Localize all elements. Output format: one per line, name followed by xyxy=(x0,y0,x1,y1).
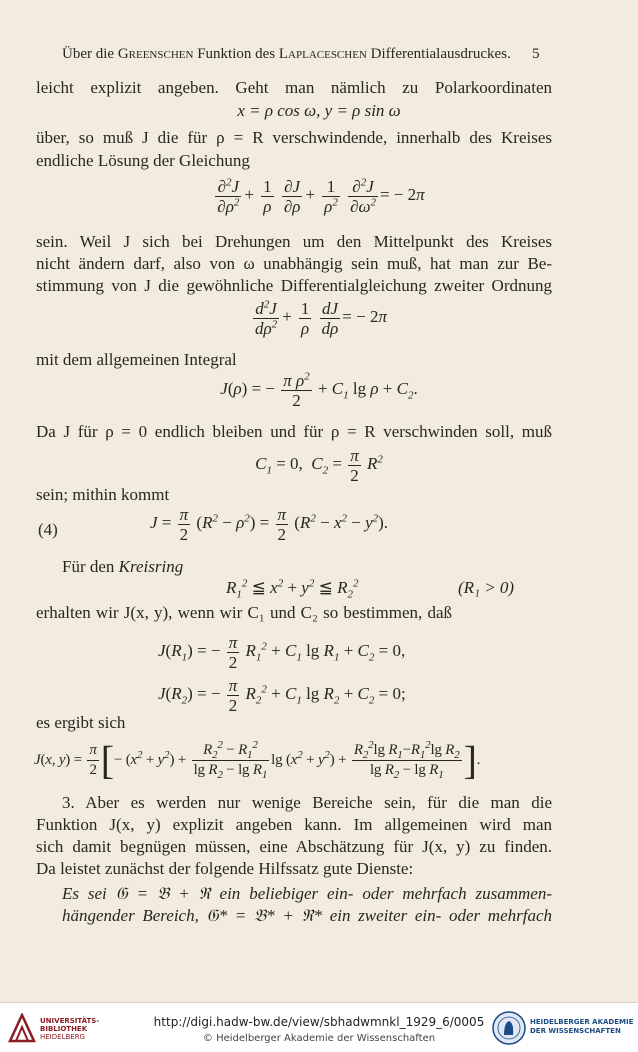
library-name: UNIVERSITÄTS- BIBLIOTHEK HEIDELBERG xyxy=(40,1017,100,1041)
equation-4: J = $\frac{\pi}{2}$ $(R^2 - \rho^2)$ = $\frac{\pi}{2}$ $(R^2 - x^2 - y^2)$. xyxy=(150,504,389,544)
equation-boundary-2: $J(R_2)$ = − $\frac{\pi}{2}$ $R_2^2 + C_1$ $\lg R_2 + C_2 = 0$; xyxy=(158,675,406,715)
text-line: stimmung von J die gewöhnliche Differentialgleichung zweiter Ordnung xyxy=(36,276,552,295)
equation-pde: $\frac{\partial^2J}{\partial\rho^2}$ + $\frac{1}{\rho}$ $\frac{\partial J}{\partial\rho}$ + $\frac{1}{\rho^2}$ $\frac{\partial^2J}{\partial\omega^2}$ = − 2π xyxy=(217,175,425,216)
text-line: 3. Aber es werden nur wenige Bereiche sein, für die man die xyxy=(62,793,552,812)
text-line: nicht ändern darf, also von ω unabhängig sein muß, hat man zur Be- xyxy=(36,254,552,273)
text-line: es ergibt sich xyxy=(36,713,126,732)
academy-name: HEIDELBERGER AKADEMIE DER WISSENSCHAFTEN xyxy=(530,1018,634,1035)
text-line: Da J für ρ = 0 endlich bleiben und für ρ = R verschwinden soll, muß xyxy=(36,422,552,441)
text-line: über, so muß J die für ρ = R verschwindende, innerhalb des Kreises xyxy=(36,128,552,147)
text-line: Da leistet zunächst der folgende Hilfssatz gute Dienste: xyxy=(36,859,414,878)
text-line: endliche Lösung der Gleichung xyxy=(36,151,250,170)
equation-ode: $\frac{d^2J}{d\rho^2}$ + $\frac{1}{\rho}$ $\frac{dJ}{d\rho}$ = − 2π xyxy=(254,297,388,338)
name-green: Greenschen xyxy=(117,46,194,62)
name-laplace: Laplaceschen xyxy=(278,46,367,62)
text-line: sein; mithin kommt xyxy=(36,485,170,504)
text-line: Funktion J(x, y) explizit angeben kann. Im allgemeinen wird man xyxy=(36,815,552,834)
equation-polar: x = ρ cos ω, y = ρ sin ω xyxy=(237,101,401,120)
equation-integral: J(ρ) = − $\frac{\pi \rho^2}{2}$ + $C_1$ $\lg \rho + C_2$. xyxy=(220,369,418,410)
theorem-line: Es sei 𝔊 = 𝔅 + ℜ ein beliebiger ein- oder mehrfach zusammen- xyxy=(62,884,552,903)
footer-bar xyxy=(0,1002,638,1052)
equation-annulus: $R_1^2$ ≦ $x^2 + y^2$ ≦ $R_2^2$ xyxy=(226,577,359,601)
text-line: leicht explizit angeben. Geht man nämlich zu Polarkoordinaten xyxy=(36,78,552,97)
equation-constants: $C_1 = 0$, $C_2$ = $\frac{\pi}{2}$ $R^2$ xyxy=(255,445,383,485)
equation-label: (4) xyxy=(38,520,58,539)
page-number: 5 xyxy=(532,46,540,62)
term-kreisring: Kreisring xyxy=(118,557,184,576)
academy-seal-icon xyxy=(492,1011,526,1045)
text-line: erhalten wir J(x, y), wenn wir C₁ und C₂ so bestimmen, daß xyxy=(36,603,452,622)
running-header: Über die Greenschen Funktion des Laplaceschen Differentialausdruckes. xyxy=(62,46,511,62)
copyright-notice: © Heidelberger Akademie der Wissenschaften xyxy=(202,1033,436,1044)
source-url-link[interactable]: http://digi.hadw-bw.de/view/sbhadwmnkl_1929_6/0005 xyxy=(153,1015,485,1029)
text-line: Für den Kreisring xyxy=(62,557,184,576)
equation-annulus-solution: J(x, y) = $\frac{\pi}{2}$ [− $(x^2 + y^2)$ + $\frac{R_2^2 - R_1^2}{\lg R_2 - \lg R_1}$ $\lg (x^2 + y^2)$ + $\frac{R_2^2\lg R_1-R_1^2\lg R_2}{\lg R_2 - \lg R_1}$ ]. xyxy=(34,737,481,783)
text-line: mit dem allgemeinen Integral xyxy=(36,350,237,369)
annulus-condition: (R₁ > 0) xyxy=(458,578,515,597)
text-line: sich damit begnügen müssen, eine Abschätzung für J(x, y) zu finden. xyxy=(36,837,552,856)
equation-boundary-1: $J(R_1)$ = − $\frac{\pi}{2}$ $R_1^2 + C_1$ $\lg R_1 + C_2 = 0$, xyxy=(158,632,406,672)
theorem-line: hängender Bereich, 𝔊* = 𝔅* + ℜ* ein zweiter ein- oder mehrfach xyxy=(62,906,552,925)
text-line: sein. Weil J sich bei Drehungen um den Mittelpunkt des Kreises xyxy=(36,232,552,251)
